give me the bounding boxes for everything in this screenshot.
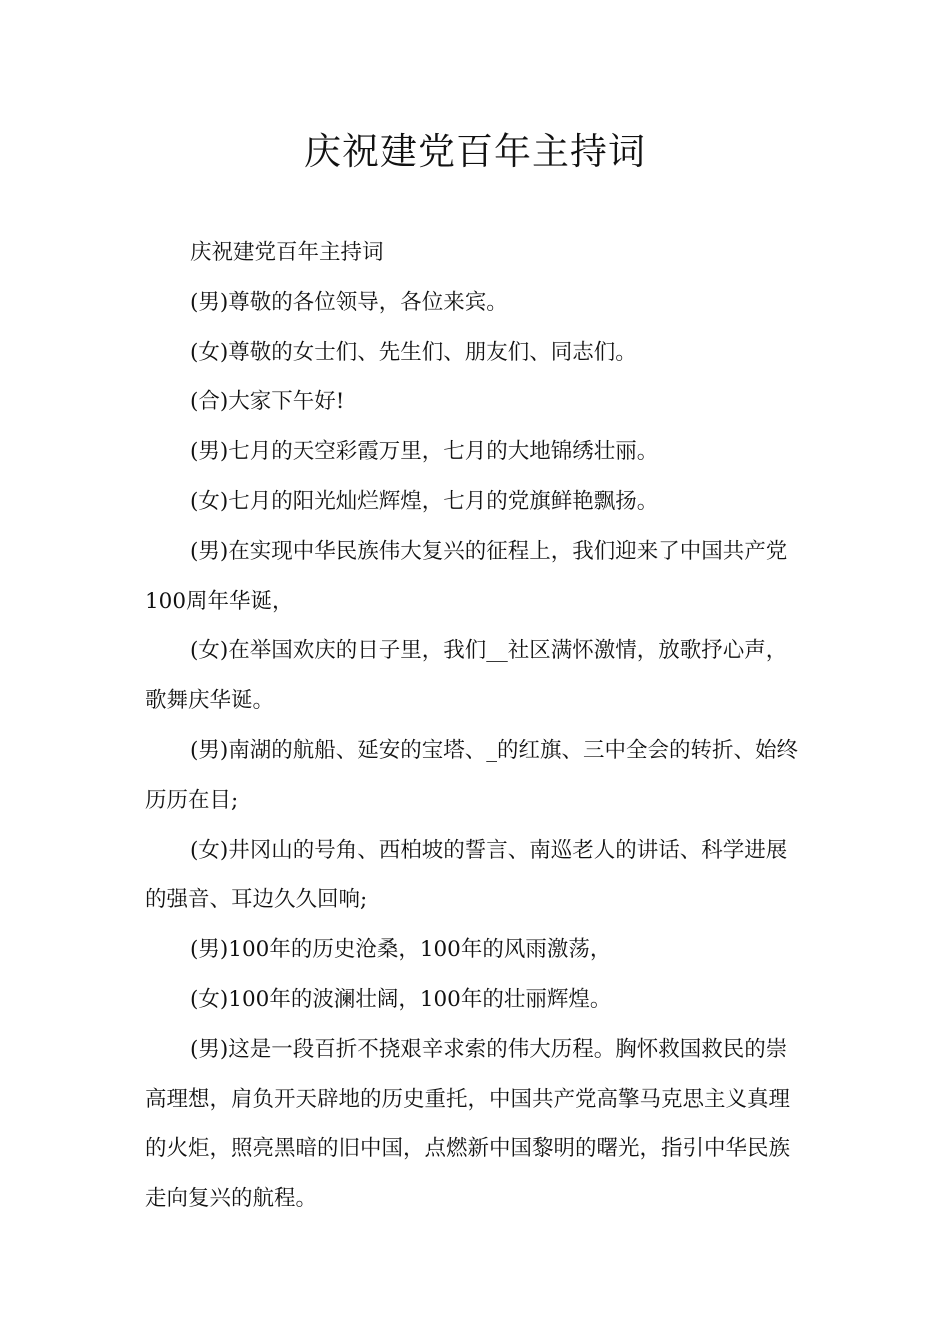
paragraph: (男)100年的历史沧桑，100年的风雨激荡， (190, 937, 612, 963)
document-body (145, 228, 807, 1224)
paragraph: (女)七月的阳光灿烂辉煌，七月的党旗鲜艳飘扬。 (190, 488, 659, 514)
paragraph: (男)尊敬的各位领导，各位来宾。 (190, 289, 508, 315)
paragraph: (女)在举国欢庆的日子里，我们__社区满怀激情，放歌抒心声，歌舞庆华诞。 (145, 638, 788, 714)
paragraph: (女)尊敬的女士们、先生们、朋友们、同志们。 (190, 339, 637, 365)
paragraph: (合)大家下午好! (190, 389, 345, 415)
paragraph: (男)七月的天空彩霞万里，七月的大地锦绣壮丽。 (190, 439, 659, 465)
paragraph: (女)井冈山的号角、西柏坡的誓言、南巡老人的讲话、科学进展的强音、耳边久久回响; (145, 837, 788, 913)
paragraph: (女)100年的波澜壮阔，100年的壮丽辉煌。 (190, 986, 612, 1012)
paragraph: (男)南湖的航船、延安的宝塔、_的红旗、三中全会的转折、始终历历在目; (145, 737, 799, 813)
paragraph: 庆祝建党百年主持词 (190, 240, 384, 265)
paragraph: (男)这是一段百折不挠艰辛求索的伟大历程。胸怀救国救民的崇高理想，肩负开天辟地的历史重托，中国共产党高擎马克思主义真理的火炬，照亮黑暗的旧中国，点燃新中国黎明的曙光，指引中华民族走向复兴的航程。 (145, 1036, 791, 1212)
document-title: 庆祝建党百年主持词 (304, 130, 646, 173)
paragraph: (男)在实现中华民族伟大复兴的征程上，我们迎来了中国共产党100周年华诞， (145, 538, 788, 614)
